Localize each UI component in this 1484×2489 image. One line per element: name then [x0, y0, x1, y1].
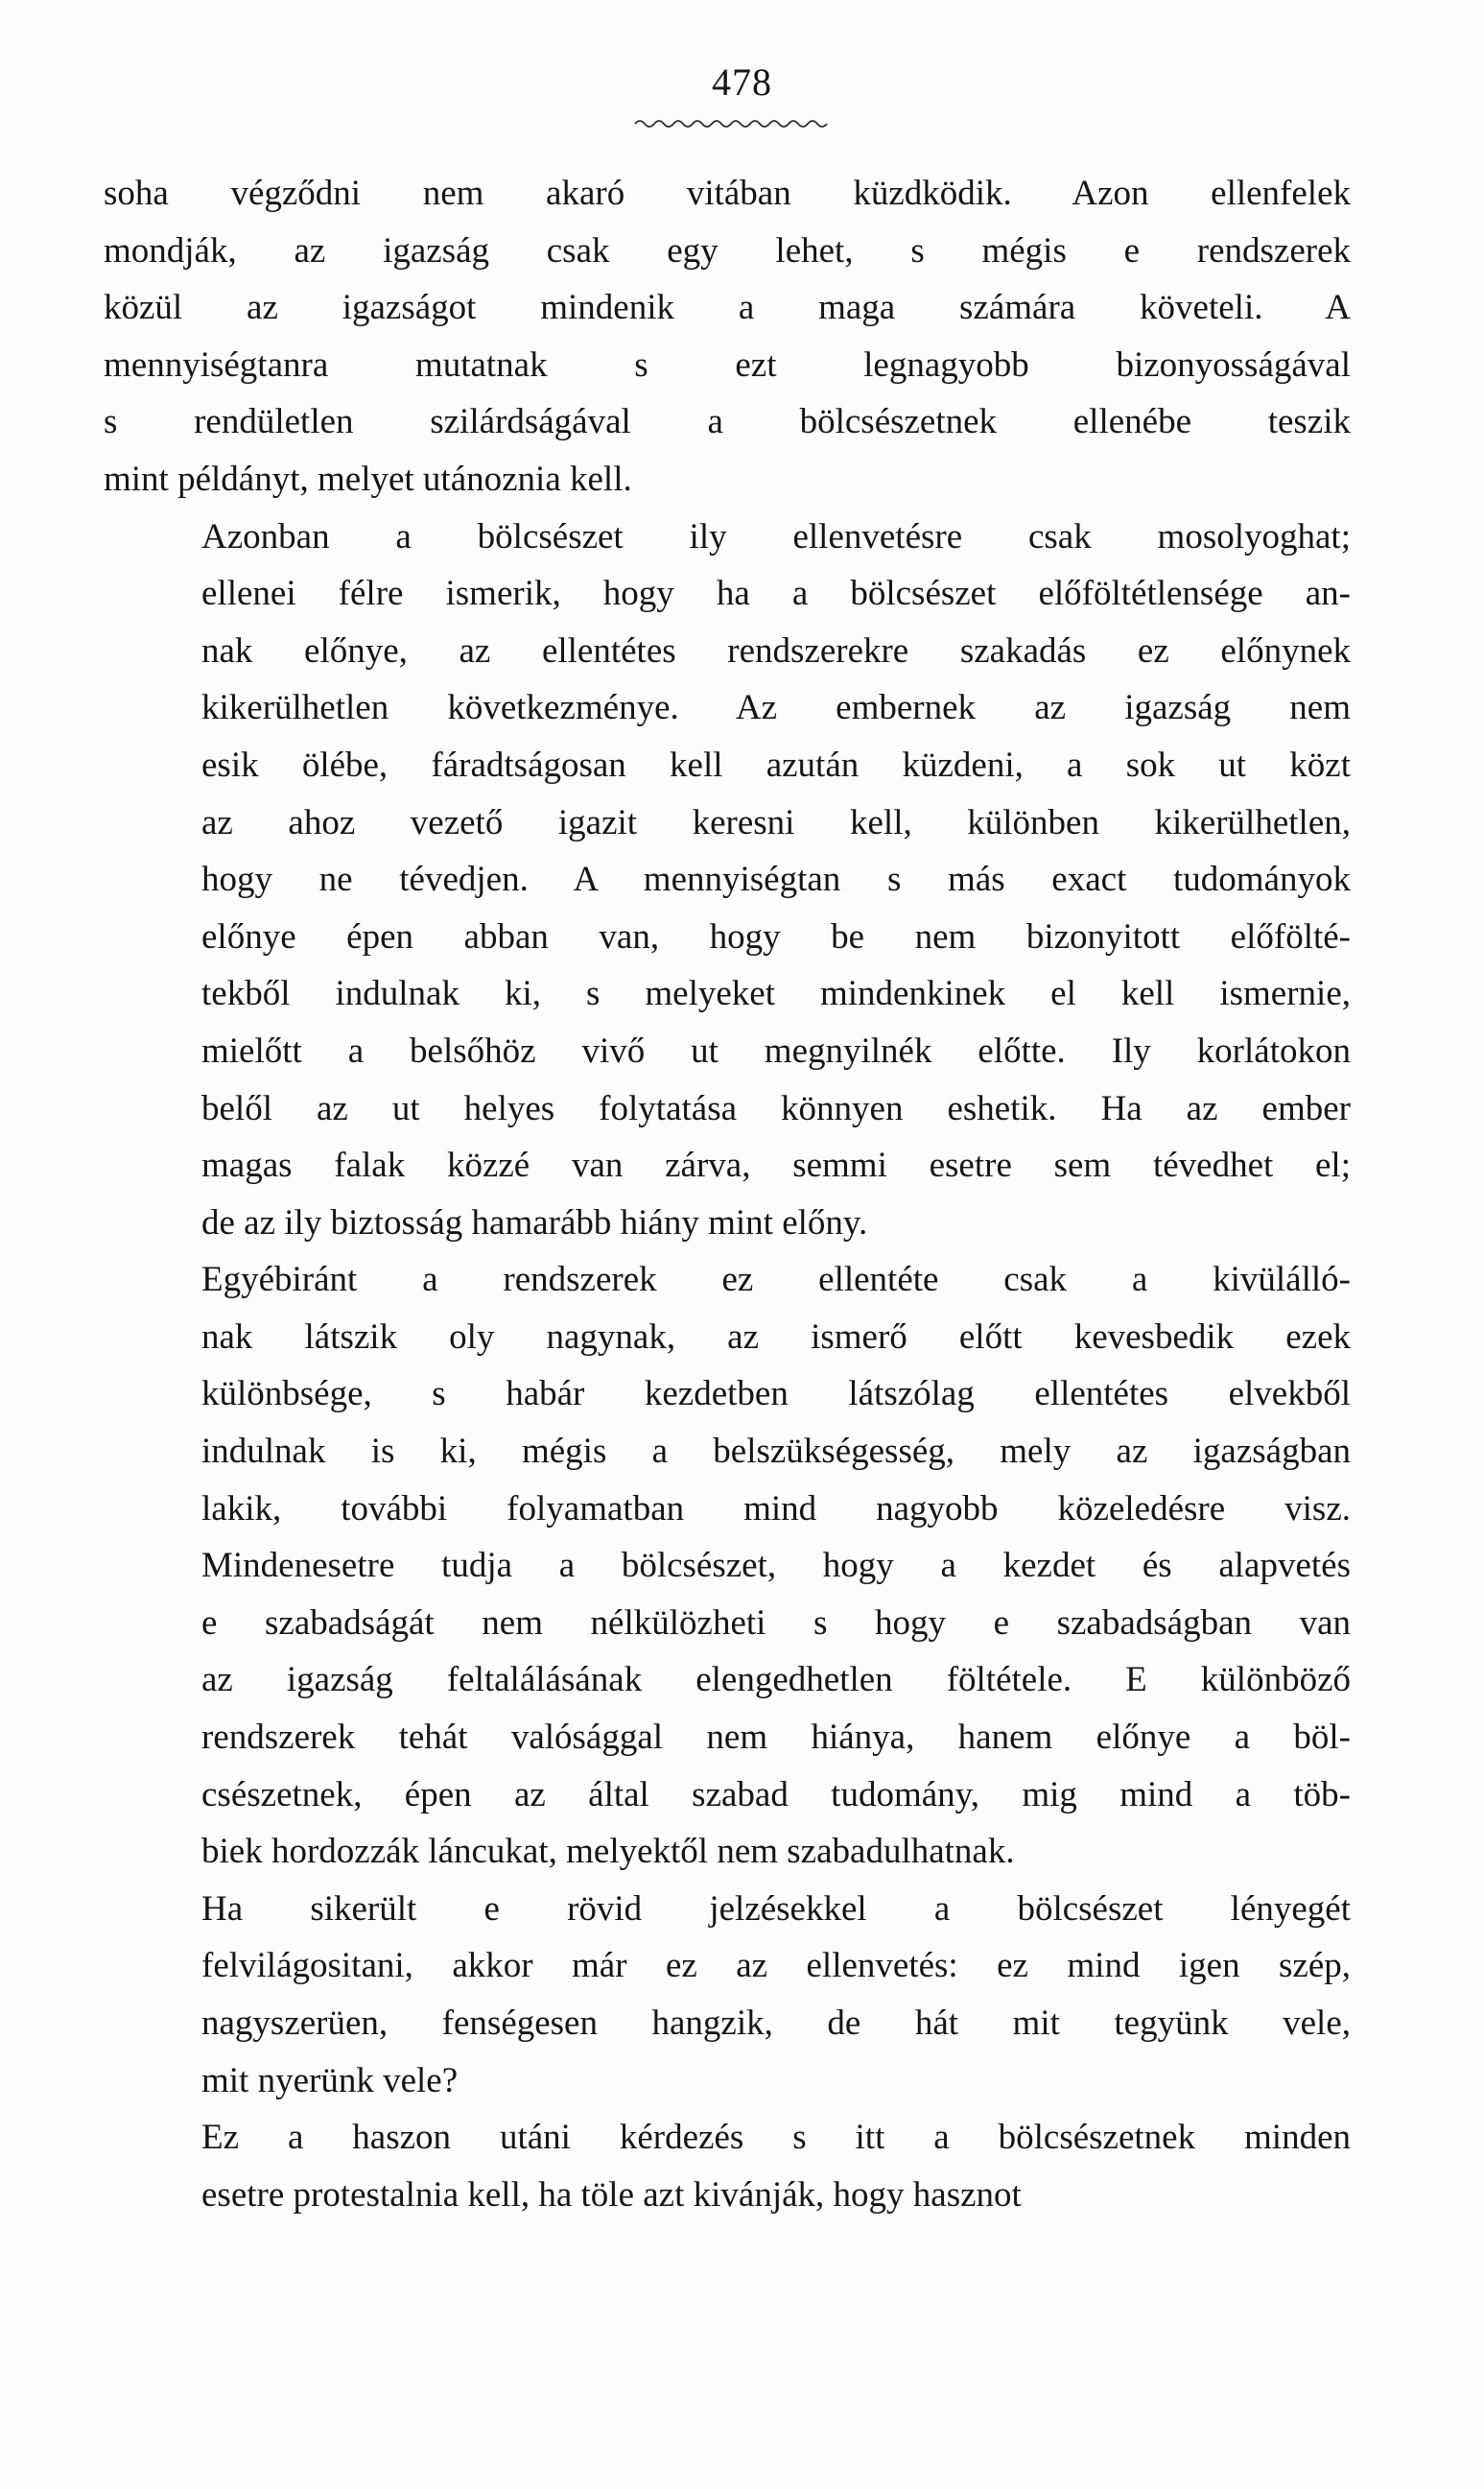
text-line: az ahoz vezető igazit keresni kell, különben kikerülhetlen,: [201, 802, 1351, 842]
text-line: Mindenesetre tudja a bölcsészet, hogy a kezdet és alapvetés: [201, 1546, 1351, 1586]
text-line: csészetnek, épen az által szabad tudomány, mig mind a töb-: [201, 1774, 1351, 1814]
text-line: esetre protestalnia kell, ha töle azt kivánják, hogy hasznot: [201, 2174, 1022, 2215]
text-line: ellenei félre ismerik, hogy ha a bölcsészet előföltétlensége an-: [201, 574, 1351, 614]
text-line: mit nyerünk vele?: [201, 2060, 459, 2100]
text-line: kikerülhetlen következménye. Az embernek az igazság nem: [201, 688, 1351, 728]
paragraph: [104, 1881, 1351, 2109]
text-line: magas falak közzé van zárva, semmi esetre sem tévedhet el;: [201, 1146, 1351, 1186]
page-number: 478: [712, 60, 772, 104]
text-line: mielőtt a belsőhöz vivő ut megnyilnék előtte. Ily korlátokon: [201, 1031, 1351, 1071]
page-header: [0, 59, 1484, 105]
wavy-rule-ornament: [633, 115, 835, 132]
text-line: Ez a haszon utáni kérdezés s itt a bölcsészetnek minden: [201, 2118, 1351, 2158]
paragraph: [104, 1251, 1351, 1881]
text-line: esik ölébe, fáradtságosan kell azután küzdeni, a sok ut közt: [201, 745, 1351, 785]
text-line: belől az ut helyes folytatása könnyen eshetik. Ha az ember: [201, 1088, 1351, 1128]
text-line: Ha sikerült e rövid jelzésekkel a bölcsészet lényegét: [201, 1888, 1351, 1929]
text-line: e szabadságát nem nélkülözheti s hogy e szabadságban van: [201, 1602, 1351, 1643]
text-line: s rendületlen szilárdságával a bölcsészetnek ellenébe teszik: [104, 402, 1351, 442]
text-line: az igazság feltalálásának elengedhetlen föltétele. E különböző: [201, 1660, 1351, 1700]
text-line: hogy ne tévedjen. A mennyiségtan s más exact tudományok: [201, 860, 1351, 900]
text-line: közül az igazságot mindenik a maga számára követeli. A: [104, 288, 1351, 328]
text-line: nak előnye, az ellentétes rendszerekre szakadás ez előnynek: [201, 630, 1351, 671]
paragraph: [104, 165, 1351, 509]
text-line: mondják, az igazság csak egy lehet, s mégis e rendszerek: [104, 230, 1351, 271]
text-line: előnye épen abban van, hogy be nem bizonyitott előfölté-: [201, 916, 1351, 957]
text-line: mint példányt, melyet utánoznia kell.: [104, 459, 632, 499]
text-line: nak látszik oly nagynak, az ismerő előtt kevesbedik ezek: [201, 1316, 1351, 1357]
body-text: [104, 165, 1351, 2223]
paragraph: [104, 509, 1351, 1252]
paragraph: [104, 2109, 1351, 2223]
text-line: rendszerek tehát valósággal nem hiánya, hanem előnye a böl-: [201, 1718, 1351, 1758]
text-line: de az ily biztosság hamarább hiány mint előny.: [201, 1202, 868, 1243]
text-line: mennyiségtanra mutatnak s ezt legnagyobb bizonyosságával: [104, 344, 1351, 385]
text-line: nagyszerüen, fenségesen hangzik, de hát mit tegyünk vele,: [201, 2003, 1351, 2043]
text-line: Egyébiránt a rendszerek ez ellentéte csak a kivülálló-: [201, 1260, 1351, 1300]
text-line: különbsége, s habár kezdetben látszólag ellentétes elvekből: [201, 1374, 1351, 1414]
text-line: indulnak is ki, mégis a belszükségesség, mely az igazságban: [201, 1432, 1351, 1472]
text-line: biek hordozzák láncukat, melyektől nem szabadulhatnak.: [201, 1832, 1015, 1872]
text-line: tekből indulnak ki, s melyeket mindenkinek el kell ismernie,: [201, 974, 1351, 1014]
text-line: felvilágositani, akkor már ez az ellenvetés: ez mind igen szép,: [201, 1946, 1351, 1986]
text-line: Azonban a bölcsészet ily ellenvetésre csak mosolyoghat;: [201, 516, 1351, 557]
text-line: soha végződni nem akaró vitában küzdködik. Azon ellenfelek: [104, 174, 1351, 213]
text-line: lakik, további folyamatban mind nagyobb közeledésre visz.: [201, 1488, 1351, 1529]
